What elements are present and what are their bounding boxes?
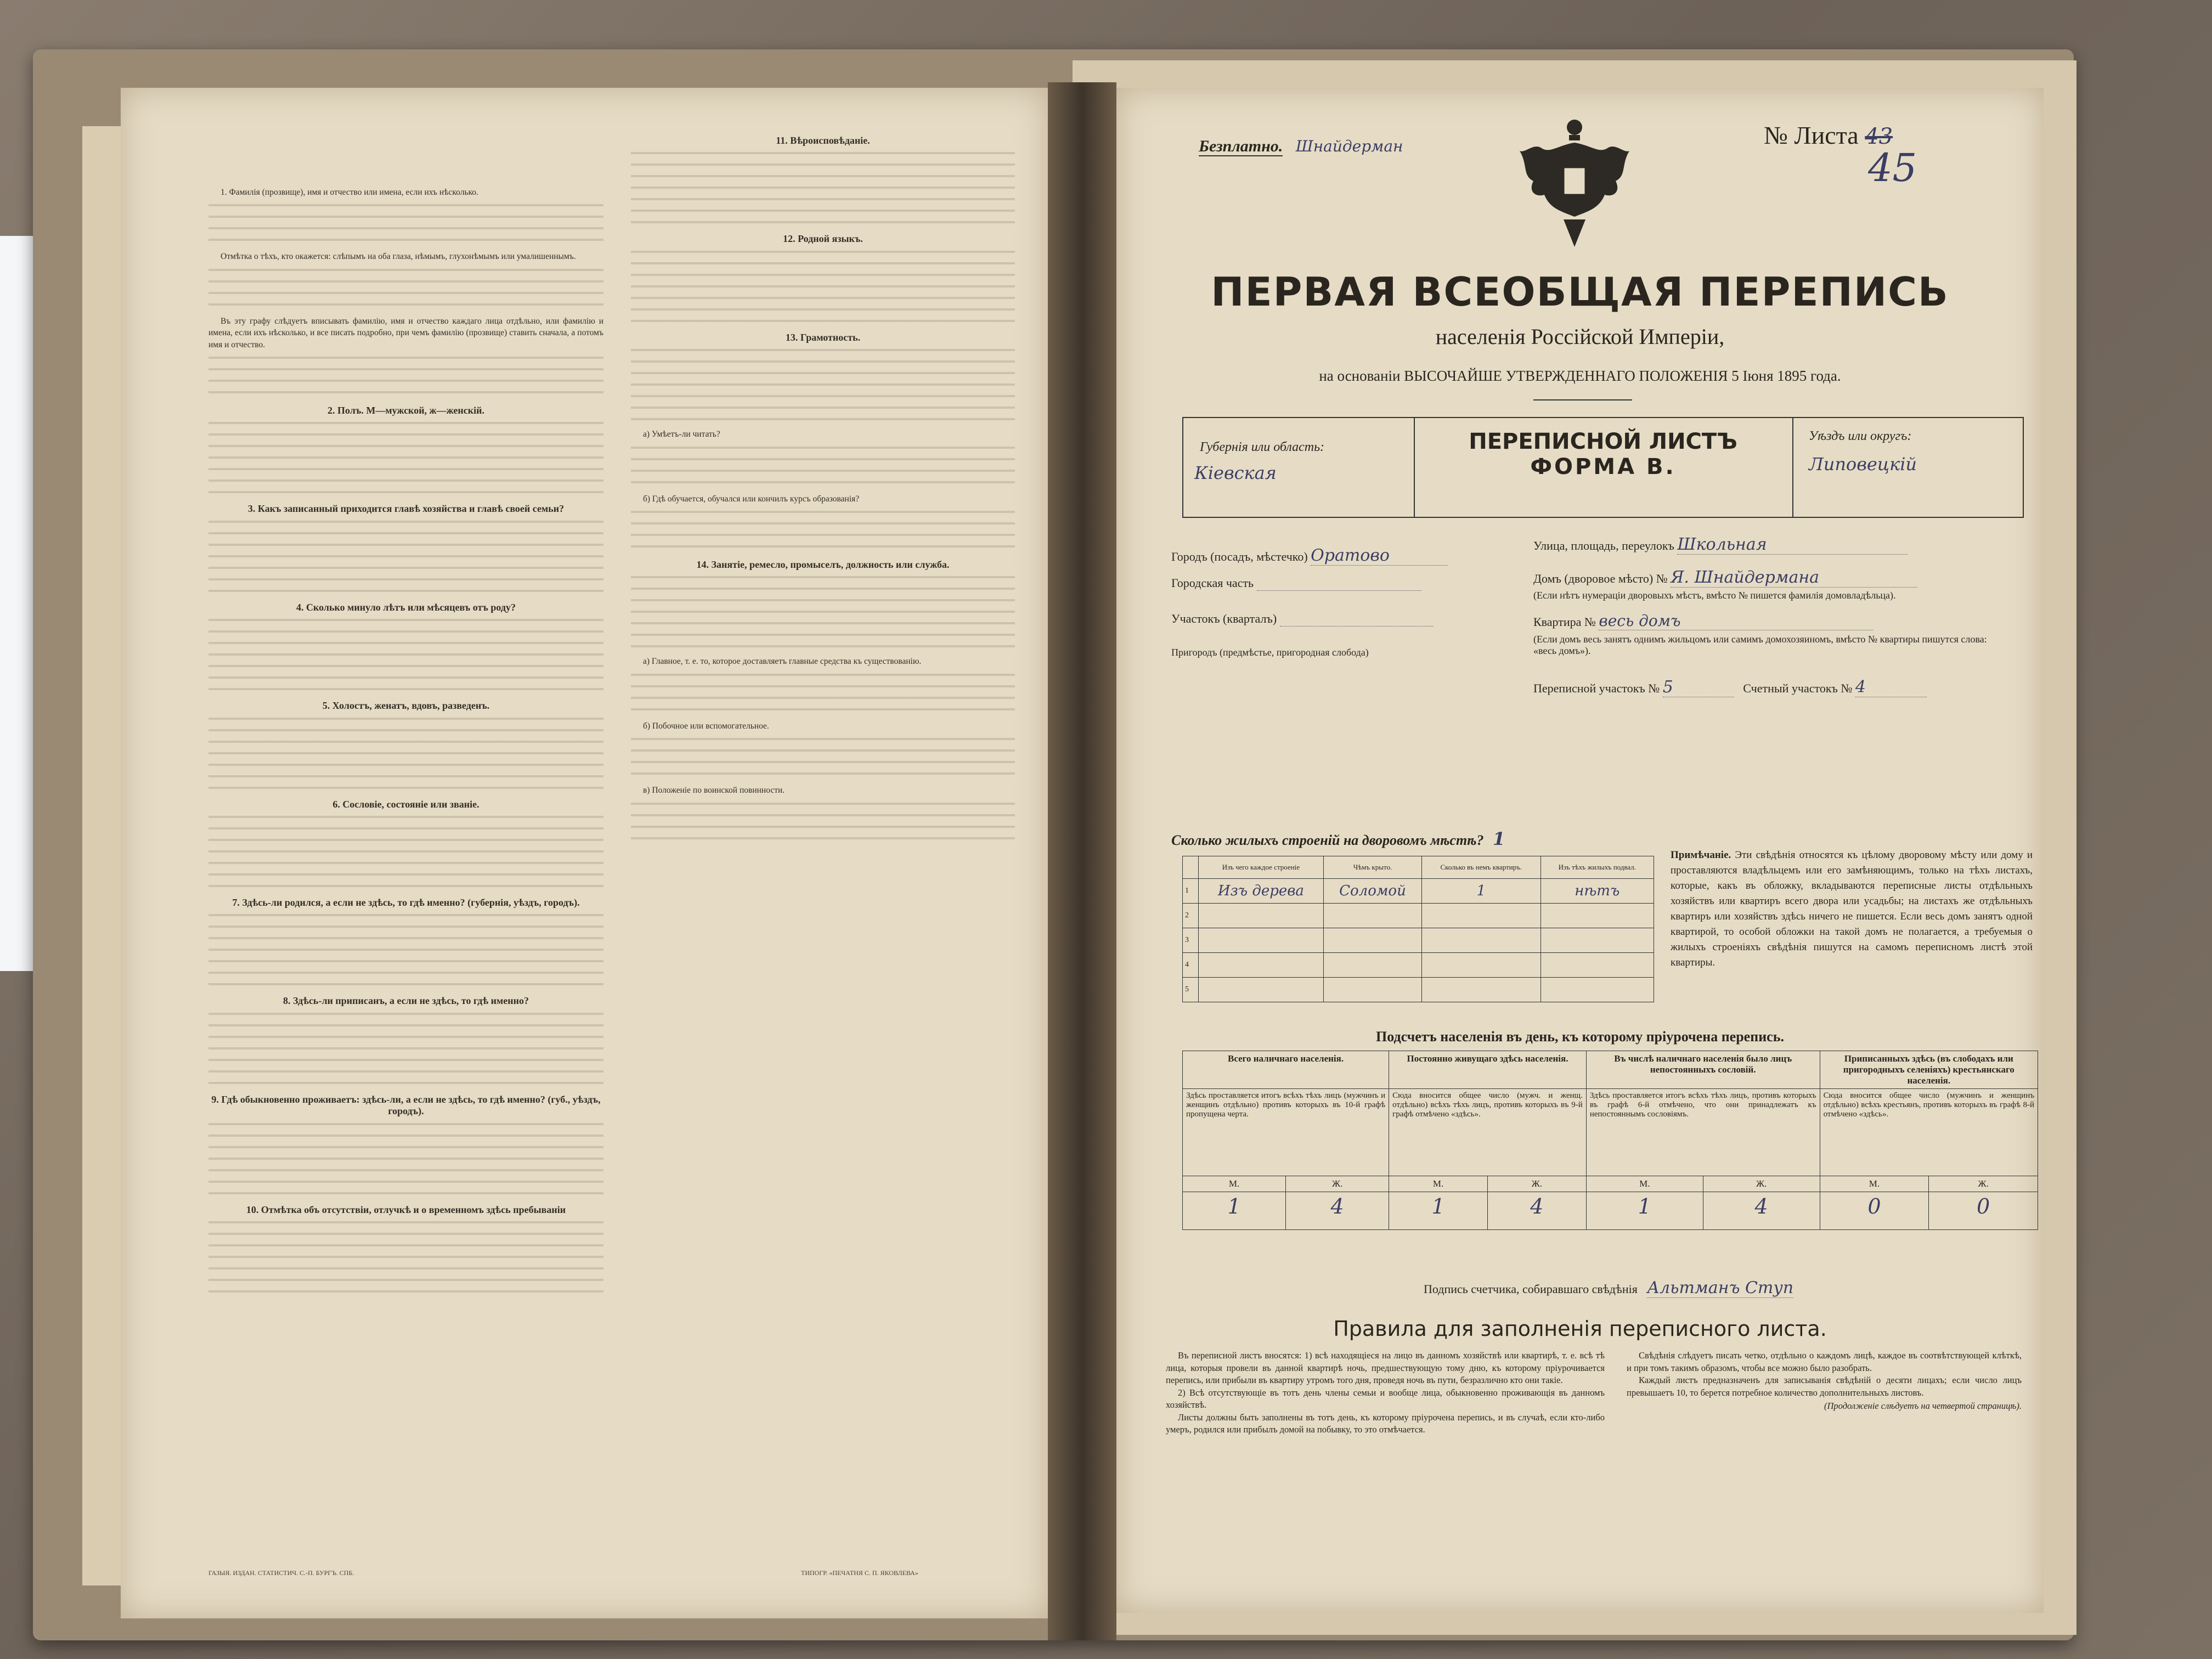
printer-note-left: ГАЗЫЯ. ИЗДАН. СТАТИСТИЧ. С.-П. БУРГЪ. СПБ. bbox=[208, 1569, 354, 1577]
note-text: Эти свѣдѣнія относятся къ цѣлому дворовому мѣсту или дому и проставляются владѣльцемъ или его замѣняющимъ, только на тѣхъ листахъ, которые, какъ въ обложку, вкладываются переписные листы отдѣльныхъ хозяйствъ или квартиръ всего двора или усадьбы; на листахъ же отдѣльныхъ квартиръ или хозяйствъ здѣсь ничего не пишется. Если весь домъ занятъ одной квартирой, то особой обложки на такой домъ не полагается, а требуемыя о жилыхъ строеніяхъ свѣдѣнія пишутся на самомъ переписномъ листѣ этой квартиры. bbox=[1671, 849, 2033, 968]
census-district-field: Переписной участокъ № 5 Счетный участокъ № 4 bbox=[1533, 678, 1927, 697]
table-cell bbox=[1199, 904, 1324, 928]
col-a-heading: 7. Здѣсь-ли родился, а если не здѣсь, то гдѣ именно? (губернія, уѣздъ, городъ). bbox=[232, 897, 580, 909]
table-cell bbox=[1323, 904, 1421, 928]
left-column-instructions bbox=[208, 187, 603, 1301]
col-a-heading: 9. Гдѣ обыкновенно проживаетъ: здѣсь-ли, а если не здѣсь, то гдѣ именно? (губ., уѣздъ, городъ). bbox=[211, 1093, 601, 1117]
precinct-field: Участокъ (кварталъ) bbox=[1171, 612, 1434, 627]
count-description: Здѣсь проставляется итогъ всѣхъ тѣхъ лицъ, противъ которыхъ въ графѣ 6-й отмѣчено, что они принадлежатъ къ непостояннымъ сословіямъ. bbox=[1586, 1089, 1820, 1176]
rule-paragraph: Въ переписной листъ вносятся: 1) всѣ находящіеся на лицо въ данномъ хозяйствѣ или квартирѣ, т. е. всѣ тѣ лица, которыя провели въ данной квартирѣ ночь, предшествующую тому дню, къ которому пріурочивается перепись, или прибыли въ квартиру утромъ того дня, проведя ночь въ пути, безразлично кто они такіе. bbox=[1166, 1350, 1605, 1385]
col-a-heading: 4. Сколько минуло лѣтъ или мѣсяцевъ отъ роду? bbox=[296, 601, 516, 613]
title-rule bbox=[1533, 399, 1632, 400]
col-a-body-text bbox=[208, 910, 603, 992]
house-field: Домъ (дворовое мѣсто) № Я. Шнайдермана bbox=[1533, 568, 1917, 588]
col-a-body-text bbox=[208, 417, 603, 500]
col-a-body-text bbox=[208, 200, 603, 249]
col-b-body-text bbox=[631, 442, 1015, 492]
dwellings-question: Сколько жилыхъ строеній на дворовомъ мѣстѣ? 1 bbox=[1171, 828, 1505, 849]
count-value: 1 bbox=[1183, 1192, 1286, 1230]
col-b-heading: 12. Родной языкъ. bbox=[783, 233, 863, 245]
note-block bbox=[1671, 848, 2033, 970]
table-row bbox=[1183, 928, 1654, 953]
row-number: 3 bbox=[1183, 928, 1199, 953]
col-b-paragraph: в) Положеніе по воинской повинности. bbox=[643, 786, 785, 795]
table-cell bbox=[1199, 953, 1324, 978]
table-row bbox=[1183, 953, 1654, 978]
form-title: ПЕРЕПИСНОЙ ЛИСТЪ bbox=[1469, 429, 1737, 454]
table-cell: 1 bbox=[1422, 879, 1541, 904]
enumerator-signature: Подпись счетчика, собиравшаго свѣдѣнія Альтманъ Ступ bbox=[1424, 1278, 1794, 1297]
col-b-body-text bbox=[631, 246, 1015, 329]
count-title: Подсчетъ населенія въ день, къ которому пріурочена перепись. bbox=[1376, 1029, 1784, 1045]
sex-label: Ж. bbox=[1487, 1176, 1586, 1192]
count-header: Въ числѣ наличнаго населенія было лицъ непостоянныхъ сословій. bbox=[1586, 1051, 1820, 1089]
right-column-instructions bbox=[631, 132, 1015, 849]
table-cell bbox=[1199, 928, 1324, 953]
town-field: Городъ (посадъ, мѣстечко) Оратово bbox=[1171, 546, 1448, 566]
col-b-heading: 13. Грамотность. bbox=[785, 331, 861, 343]
table-cell bbox=[1422, 928, 1541, 953]
col-b-heading: 14. Занятіе, ремесло, промыселъ, должность или служба. bbox=[696, 559, 950, 571]
table-cell bbox=[1323, 953, 1421, 978]
col-b-body-text bbox=[631, 798, 1015, 848]
sex-label: Ж. bbox=[1929, 1176, 2038, 1192]
sex-label: М. bbox=[1586, 1176, 1703, 1192]
col-a-heading: 2. Полъ. М—мужской, ж—женскій. bbox=[327, 405, 485, 416]
province-value: Кіевская bbox=[1194, 462, 1277, 483]
col-a-body-text bbox=[208, 352, 603, 402]
table-header: Сколько въ немъ квартиръ. bbox=[1422, 856, 1541, 879]
table-cell bbox=[1422, 904, 1541, 928]
col-a-body-text bbox=[208, 713, 603, 795]
district-value: Липовецкій bbox=[1809, 454, 1917, 475]
col-b-paragraph: а) Умѣетъ-ли читать? bbox=[643, 430, 720, 439]
sex-label: М. bbox=[1820, 1176, 1929, 1192]
table-row bbox=[1183, 904, 1654, 928]
col-a-body-text bbox=[208, 811, 603, 894]
row-number: 4 bbox=[1183, 953, 1199, 978]
col-a-body-text bbox=[208, 1217, 603, 1299]
rule-paragraph: 2) Всѣ отсутствующіе въ тотъ день члены семьи и вообще лица, обыкновенно проживающія въ данномъ хозяйствѣ. bbox=[1166, 1387, 1605, 1410]
free-handwritten: Шнайдерман bbox=[1295, 137, 1403, 155]
row-number: 1 bbox=[1183, 879, 1199, 904]
col-a-paragraph: Отмѣтка о тѣхъ, кто окажется: слѣпымъ на оба глаза, нѣмымъ, глухонѣмымъ или умалишеннымъ. bbox=[221, 252, 576, 262]
col-b-body-text bbox=[631, 572, 1015, 654]
count-value: 1 bbox=[1586, 1192, 1703, 1230]
dwellings-table bbox=[1182, 856, 1654, 1002]
col-a-body-text bbox=[208, 1119, 603, 1201]
table-cell bbox=[1422, 953, 1541, 978]
table-cell bbox=[1541, 928, 1654, 953]
table-cell bbox=[1541, 953, 1654, 978]
city-part-field: Городская часть bbox=[1171, 576, 1421, 591]
col-b-paragraph: б) Гдѣ обучается, обучался или кончилъ курсъ образованія? bbox=[643, 494, 860, 504]
table-cell bbox=[1323, 928, 1421, 953]
sex-label: Ж. bbox=[1286, 1176, 1389, 1192]
col-a-body-text bbox=[208, 614, 603, 697]
rule-paragraph: Свѣдѣнія слѣдуетъ писать четко, отдѣльно о каждомъ лицѣ, каждое въ соотвѣтствующей клѣткѣ, и при томъ такимъ образомъ, чтобы все можно было разобрать. bbox=[1627, 1350, 2022, 1373]
rules-column-right bbox=[1627, 1350, 2022, 1413]
table-cell bbox=[1541, 978, 1654, 1002]
count-header: Всего наличнаго населенія. bbox=[1183, 1051, 1389, 1089]
census-basis: на основаніи ВЫСОЧАЙШЕ УТВЕРЖДЕННАГО ПОЛОЖЕНІЯ 5 Іюня 1895 года. bbox=[1319, 368, 1841, 384]
count-description: Сюда вносится общее число (мужч. и женщ. отдѣльно) всѣхъ тѣхъ лицъ, противъ которыхъ въ 9-й графѣ отмѣчено «здѣсь». bbox=[1389, 1089, 1587, 1176]
table-cell bbox=[1541, 904, 1654, 928]
col-b-body-text bbox=[631, 506, 1015, 556]
form-header-box bbox=[1182, 417, 2024, 518]
count-description: Сюда вносится общее число (мужчинъ и женщинъ отдѣльно) всѣхъ крестьянъ, противъ которыхъ въ графѣ 8-й отмѣчено «здѣсь». bbox=[1820, 1089, 2038, 1176]
rule-paragraph: Листы должны быть заполнены въ тотъ день, къ которому пріурочена перепись, и въ случаѣ, если кто-либо умеръ, родился или прибылъ домой на побывку, то это отмѣчается. bbox=[1166, 1412, 1605, 1435]
sheet-number: № Листа 43 45 bbox=[1764, 121, 1917, 190]
col-a-body-text bbox=[208, 516, 603, 599]
table-header-num bbox=[1183, 856, 1199, 879]
population-count-table bbox=[1182, 1051, 2038, 1230]
district-label: Уѣздъ или округъ: bbox=[1809, 429, 1912, 443]
table-header: Чѣмъ крыто. bbox=[1323, 856, 1421, 879]
col-b-paragraph: б) Побочное или вспомогательное. bbox=[643, 721, 769, 731]
census-subtitle: населенія Россійской Имперіи, bbox=[1435, 324, 1725, 349]
col-a-heading: 6. Сословіе, состояніе или званіе. bbox=[332, 798, 479, 810]
count-value: 1 bbox=[1389, 1192, 1488, 1230]
rules-title: Правила для заполненія переписного листа. bbox=[1333, 1317, 1827, 1341]
street-field: Улица, площадь, переулокъ Школьная bbox=[1533, 535, 1908, 555]
apartment-note: (Если домъ весь занятъ однимъ жильцомъ или самимъ домохозяиномъ, вмѣсто № квартиры пишутся слова: «весь домъ»). bbox=[1533, 634, 1987, 656]
census-title: ПЕРВАЯ ВСЕОБЩАЯ ПЕРЕПИСЬ bbox=[1211, 269, 1949, 315]
district-cell bbox=[1792, 418, 2023, 517]
col-a-heading: 8. Здѣсь-ли приписанъ, а если не здѣсь, то гдѣ именно? bbox=[283, 995, 529, 1007]
book-gutter bbox=[1048, 82, 1116, 1640]
count-value: 4 bbox=[1286, 1192, 1389, 1230]
suburb-field: Пригородъ (предмѣстье, пригородная слобода) bbox=[1171, 647, 1369, 658]
rules-continuation: (Продолженіе слѣдуетъ на четвертой страницѣ). bbox=[1824, 1401, 2022, 1411]
rule-paragraph: Каждый листъ предназначенъ для записыванія свѣдѣній о десяти лицахъ; если число лицъ превышаетъ 10, то берется потребное количество дополнительныхъ листовъ. bbox=[1627, 1375, 2022, 1398]
note-title: Примѣчаніе. bbox=[1671, 849, 1731, 861]
table-cell: нѣтъ bbox=[1541, 879, 1654, 904]
rules-column-left bbox=[1166, 1350, 1605, 1436]
col-a-heading: 5. Холостъ, женатъ, вдовъ, разведенъ. bbox=[322, 700, 490, 712]
col-a-paragraph: 1. Фамилія (прозвище), имя и отчество или имена, если ихъ нѣсколько. bbox=[221, 188, 478, 197]
count-value: 0 bbox=[1929, 1192, 2038, 1230]
count-header: Постоянно живущаго здѣсь населенія. bbox=[1389, 1051, 1587, 1089]
table-cell bbox=[1422, 978, 1541, 1002]
free-label: Безплатно. Шнайдерман bbox=[1199, 137, 1403, 155]
left-page bbox=[121, 88, 1048, 1618]
imperial-eagle-emblem bbox=[1511, 115, 1638, 252]
sex-label: М. bbox=[1183, 1176, 1286, 1192]
table-row bbox=[1183, 978, 1654, 1002]
province-label: Губернія или область: bbox=[1200, 440, 1325, 454]
col-b-body-text bbox=[631, 733, 1015, 783]
sex-label: М. bbox=[1389, 1176, 1488, 1192]
form-name: ФОРМА В. bbox=[1530, 454, 1676, 479]
table-cell: Соломой bbox=[1323, 879, 1421, 904]
col-b-paragraph: а) Главное, т. е. то, которое доставляетъ главные средства къ существованію. bbox=[643, 657, 922, 667]
printer-note-right: ТИПОГР. «ПЕЧАТНЯ С. П. ЯКОВЛЕВА» bbox=[801, 1569, 918, 1577]
count-description: Здѣсь проставляется итогъ всѣхъ тѣхъ лицъ (мужчинъ и женщинъ отдѣльно) противъ которыхъ въ 10-й графѣ пропущена черта. bbox=[1183, 1089, 1389, 1176]
col-a-heading: 3. Какъ записанный приходится главѣ хозяйства и главѣ своей семьи? bbox=[247, 503, 565, 515]
apartment-field: Квартира № весь домъ bbox=[1533, 612, 1873, 630]
row-number: 2 bbox=[1183, 904, 1199, 928]
col-a-body-text bbox=[208, 1008, 603, 1091]
col-b-heading: 11. Вѣроисповѣданіе. bbox=[776, 135, 870, 146]
table-cell bbox=[1199, 978, 1324, 1002]
col-b-body-text bbox=[631, 345, 1015, 427]
row-number: 5 bbox=[1183, 978, 1199, 1002]
count-value: 0 bbox=[1820, 1192, 1929, 1230]
right-page bbox=[1116, 88, 2044, 1613]
count-value: 4 bbox=[1703, 1192, 1820, 1230]
province-cell bbox=[1183, 418, 1415, 517]
form-title-cell bbox=[1414, 418, 1793, 517]
house-note: (Если нѣтъ нумераціи дворовыхъ мѣстъ, вмѣсто № пишется фамилія домовладѣльца). bbox=[1533, 590, 1896, 601]
col-b-body-text bbox=[631, 669, 1015, 719]
col-b-body-text bbox=[631, 148, 1015, 230]
count-value: 4 bbox=[1487, 1192, 1586, 1230]
table-header: Изъ чего каждое строеніе bbox=[1199, 856, 1324, 879]
table-header: Изъ тѣхъ жилыхъ подвал. bbox=[1541, 856, 1654, 879]
col-a-body-text bbox=[208, 264, 603, 314]
table-cell: Изъ дерева bbox=[1199, 879, 1324, 904]
sex-label: Ж. bbox=[1703, 1176, 1820, 1192]
col-a-paragraph: Въ эту графу слѣдуетъ вписывать фамилію, имя и отчество каждаго лица отдѣльно, или фамилію и имена, если ихъ нѣсколько, и все писать подробно, при чемъ фамилію (прозвище) ставить сначала, а потомъ имя и отчество. bbox=[208, 316, 603, 349]
table-row bbox=[1183, 879, 1654, 904]
count-header: Приписанныхъ здѣсь (въ слободахъ или пригородныхъ селеніяхъ) крестьянскаго населенія. bbox=[1820, 1051, 2038, 1089]
sheet-number-handwritten: 45 bbox=[1868, 145, 1917, 190]
col-a-heading: 10. Отмѣтка объ отсутствіи, отлучкѣ и о временномъ здѣсь пребываніи bbox=[246, 1204, 566, 1215]
table-cell bbox=[1323, 978, 1421, 1002]
